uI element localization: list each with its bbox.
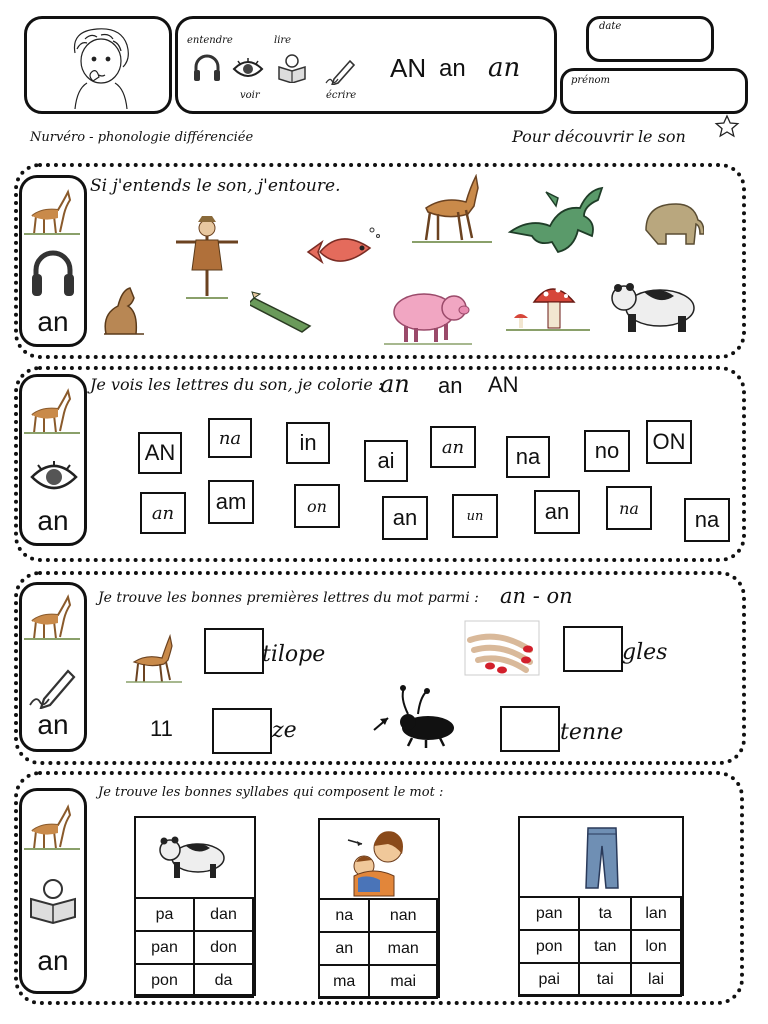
letter-box-text: an [441,436,465,458]
elephant-picture[interactable] [640,198,704,250]
letter-box-text: na [619,498,639,518]
child-portrait-illustration [27,19,169,111]
answer-box-onze[interactable] [212,708,272,754]
syllable-cell[interactable]: lai [631,963,681,996]
word-suffix: tilope [262,642,326,667]
letter-box-text: na [694,507,720,532]
instruction-hear: Si j'entends le son, j'entoure. [90,176,341,196]
letter-box[interactable] [382,496,428,540]
syllable-cell[interactable]: lan [631,897,681,930]
antelope-picture[interactable] [412,174,492,246]
syllable-cell[interactable]: na [319,899,369,932]
skills-panel [175,16,557,114]
pencil-picture[interactable] [250,290,320,334]
letter-box[interactable] [534,490,580,534]
sound-cursive: an [488,53,521,83]
syllable-cell[interactable]: tai [579,963,631,996]
name-label: prénom [571,75,611,86]
letter-box[interactable] [208,418,252,458]
syllable-cell[interactable]: pa [135,898,194,931]
target-upper: AN [488,372,519,397]
target-lower: an [438,373,463,398]
syllable-cell[interactable]: tan [579,930,631,963]
sound-code: an [37,709,69,740]
name-field[interactable] [560,68,748,114]
pig-picture[interactable] [384,282,472,346]
nails-picture [464,620,540,676]
letter-box-text: an [392,505,418,530]
syllable-cell[interactable]: pan [135,931,194,964]
pencil-icon [28,665,78,709]
antelope-icon [24,591,80,641]
syllable-cell[interactable]: pai [519,963,579,996]
label-entendre: entendre [187,35,233,46]
answer-box-ongles[interactable] [563,626,623,672]
syllable-cell[interactable]: don [194,931,253,964]
label-voir: voir [240,90,260,101]
choices-write: an - on [500,584,573,608]
syllable-cell[interactable]: lon [631,930,681,963]
sound-lower: an [439,55,466,82]
word-suffix: tenne [560,720,624,745]
letter-box[interactable] [506,436,550,478]
letter-box-text: an [544,499,570,524]
eye-icon [232,57,264,81]
sound-upper: AN [390,53,427,83]
letter-box-text: no [594,438,620,463]
trousers-picture [584,826,620,890]
antelope-icon [24,385,80,435]
syllable-cell[interactable]: pon [135,964,194,997]
syllable-cell[interactable]: man [369,932,437,965]
date-field[interactable] [586,16,714,62]
scarecrow-picture[interactable] [172,214,242,300]
letter-box[interactable] [138,432,182,474]
letter-box-text: AN [144,440,176,465]
headphones-icon [30,246,76,300]
mushroom-picture[interactable] [506,278,590,334]
syllable-cell[interactable]: nan [369,899,437,932]
mother-child-picture [344,826,418,900]
letter-box[interactable] [606,486,652,530]
syllable-cell[interactable]: ma [319,965,369,998]
letter-box[interactable] [584,430,630,472]
letter-box[interactable] [452,494,498,538]
syllable-cell[interactable]: da [194,964,253,997]
syllable-cell[interactable]: pan [519,897,579,930]
letter-box[interactable] [140,492,186,534]
syllable-table-panda [134,897,254,998]
date-label: date [599,21,622,32]
letter-box-text: na [515,444,541,469]
sidebar-see [19,374,87,546]
letter-box[interactable] [646,420,692,464]
sound-code: an [37,505,69,536]
sidebar-write [19,582,87,752]
reading-icon [276,53,308,83]
antelope-icon [24,801,80,851]
letter-box-text: ai [377,448,395,473]
pencil-icon [324,55,356,85]
label-lire: lire [274,35,292,46]
insect-antenna-picture [372,684,462,748]
letter-box-text: on [307,496,327,516]
letter-box-text: un [466,508,484,524]
antelope-picture [126,630,182,684]
letter-box[interactable] [430,426,476,468]
answer-box-antilope[interactable] [204,628,264,674]
syllable-cell[interactable]: pon [519,930,579,963]
sidebar-read [19,788,87,994]
letter-box-text: an [151,502,175,524]
instruction-read: Je trouve les bonnes syllabes qui composent le mot : [98,785,444,800]
antelope-icon [24,186,80,236]
letter-box-text: na [218,427,242,449]
reading-icon [28,875,78,925]
fish-picture[interactable] [304,222,382,276]
letter-box[interactable] [286,422,330,464]
kangaroo-picture[interactable] [98,284,158,338]
headphones-icon [192,53,222,83]
syllable-cell[interactable]: mai [369,965,437,998]
sound-code: an [37,306,69,337]
instruction-see: Je vois les lettres du son, je colorie : [90,375,384,394]
syllable-cell[interactable]: dan [194,898,253,931]
label-ecrire: écrire [326,90,357,101]
syllable-cell[interactable]: ta [579,897,631,930]
star-icon [714,114,740,140]
dragon-picture[interactable] [506,182,610,264]
sidebar-hear [19,175,87,347]
syllable-cell[interactable]: an [319,932,369,965]
letter-box[interactable] [364,440,408,482]
word-suffix: ze [272,718,297,743]
sound-code: an [37,945,69,976]
letter-box-text: am [215,489,247,514]
portrait-frame [24,16,172,114]
letter-box[interactable] [208,480,254,524]
panda-picture[interactable] [608,278,704,336]
instruction-write: Je trouve les bonnes premières lettres du mot parmi : [98,590,479,606]
word-suffix: gles [622,640,668,665]
panda-picture [156,832,230,882]
eye-icon [30,459,78,495]
footer-left: Nurvéro - phonologie différenciée [30,130,254,145]
footer-right: Pour découvrir le son [512,127,686,146]
letter-box[interactable] [294,484,340,528]
target-cursive: an [380,370,410,398]
number-eleven: 11 [150,716,173,741]
letter-box-text: ON [652,429,686,454]
syllable-table-pantalon [518,896,682,997]
letter-box[interactable] [684,498,730,542]
answer-box-antenne[interactable] [500,706,560,752]
syllable-table-maman [318,898,438,999]
letter-box-text: in [299,430,317,455]
